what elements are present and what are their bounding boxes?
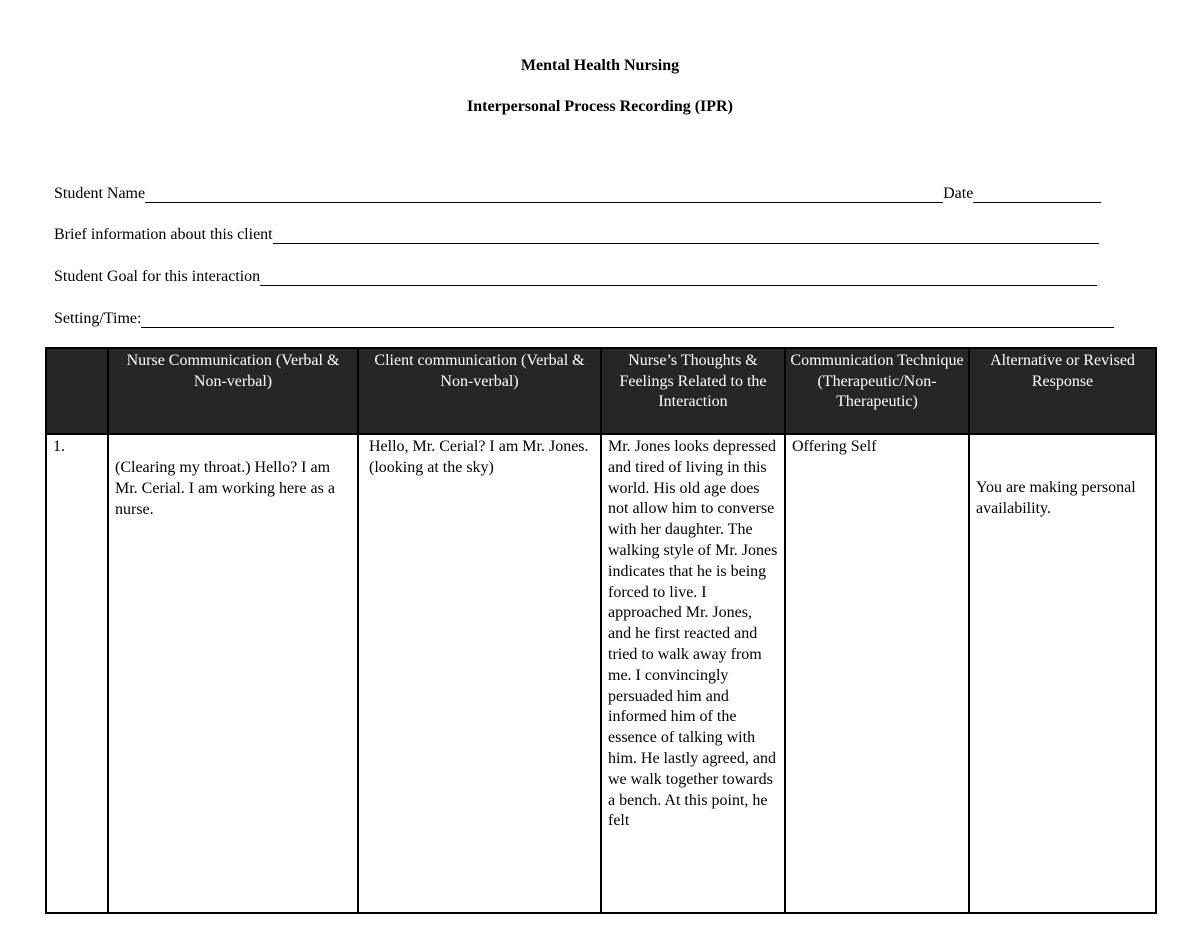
student-name-field[interactable] [145,185,943,203]
alternative-response-text: You are making personal availability. [976,479,1136,517]
setting-time-field[interactable] [141,310,1114,328]
document-subtitle: Interpersonal Process Recording (IPR) [467,98,733,115]
brief-info-field[interactable] [273,226,1099,244]
ipr-table [45,347,1157,914]
row-number: 1. [53,438,65,455]
date-label: Date [943,185,974,202]
table-header-row [46,348,1156,434]
nurse-thoughts-cell [601,434,785,913]
row-number-cell [46,434,108,913]
header-alternative-response: Alternative or Revised Response [969,348,1156,434]
setting-time-row [54,306,1114,328]
setting-time-label: Setting/Time: [54,310,142,327]
header-client-communication: Client communication (Verbal & Non-verbal) [358,348,601,434]
nurse-communication-cell [108,434,358,913]
date-field[interactable] [973,185,1101,203]
header-communication-technique: Communication Technique (Therapeutic/Non-Therapeutic) [785,348,969,434]
nurse-communication-text: (Clearing my throat.) Hello? I am Mr. Cerial. I am working here as a nurse. [115,459,335,518]
header-number [46,348,108,434]
alternative-response-cell [969,434,1156,913]
student-goal-label: Student Goal for this interaction [54,268,261,285]
student-name-row [54,181,1101,203]
student-name-label: Student Name [54,185,146,202]
student-goal-row [54,264,1097,286]
nurse-thoughts-text: Mr. Jones looks depressed and tired of living in this world. His old age does not allow him to converse with her daughter. The walking style of Mr. Jones indicates that he is being forced to live. I approached Mr. Jones, and he first reacted and tried to walk away from me. I convincingly persuaded him and informed him of the essence of talking with him. He lastly agreed, and we walk together towards a bench. At this point, he felt [608,438,778,830]
technique-text: Offering Self [792,438,877,455]
header-nurse-thoughts: Nurse’s Thoughts & Feelings Related to the Interaction [601,348,785,434]
technique-cell [785,434,969,913]
brief-info-label: Brief information about this client [54,226,273,243]
table-row [46,434,1156,913]
document-title: Mental Health Nursing [520,57,680,74]
brief-info-row [54,222,1099,244]
client-communication-text: Hello, Mr. Cerial? I am Mr. Jones. (looking at the sky) [369,438,589,476]
student-goal-field[interactable] [260,268,1097,286]
header-nurse-communication: Nurse Communication (Verbal & Non-verbal) [108,348,358,434]
client-communication-cell [358,434,601,913]
